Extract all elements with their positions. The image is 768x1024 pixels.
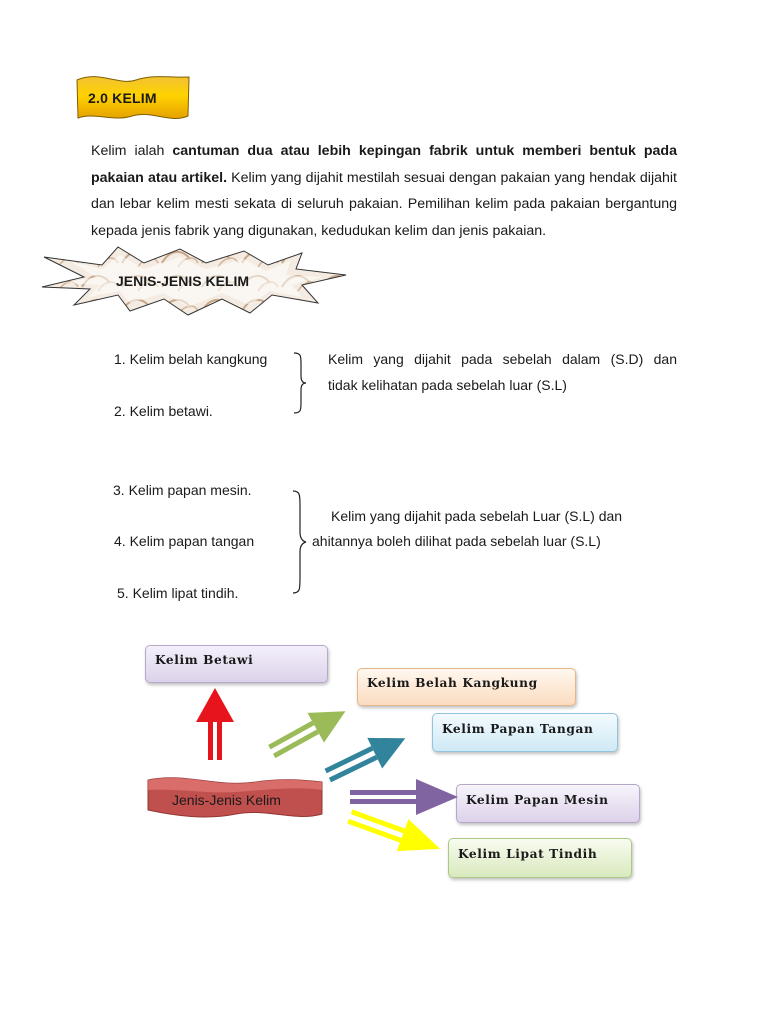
box-kelim-papan-mesin: Kelim Papan Mesin: [456, 784, 640, 823]
box-kelim-belah-kangkung: Kelim Belah Kangkung: [357, 668, 576, 706]
types-heading: JENIS-JENIS KELIM: [116, 273, 250, 289]
group2-description-line2: ahitannya boleh dilihat pada sebelah luar (S.L): [312, 533, 601, 549]
list-item: 2. Kelim betawi.: [114, 403, 213, 419]
list-item: 5. Kelim lipat tindih.: [117, 585, 239, 601]
brace-icon: [292, 352, 308, 414]
list-item: 4. Kelim papan tangan: [114, 533, 255, 549]
box-kelim-papan-tangan: Kelim Papan Tangan: [432, 713, 618, 752]
group1-description-line1: Kelim yang dijahit pada sebelah dalam (S.D) dan: [328, 351, 677, 367]
arrow-teal-icon: [322, 734, 412, 782]
group2-description-line1: Kelim yang dijahit pada sebelah Luar (S.L) dan: [331, 508, 623, 524]
section-title: 2.0 KELIM: [88, 90, 157, 106]
group1-description-line2: tidak kelihatan pada sebelah luar (S.L): [328, 377, 567, 393]
diagram-center-label: Jenis-Jenis Kelim: [172, 792, 281, 808]
box-kelim-betawi: Kelim Betawi: [145, 645, 328, 683]
intro-paragraph: Kelim ialah cantuman dua atau lebih kepingan fabrik untuk memberi bentuk pada pakaian atau artikel. Kelim yang dijahit mestilah sesuai dengan pakaian yang hendak dijahit dan lebar kelim mesti sekata di seluruh pakaian. Pemilihan kelim pada pakaian bergantung kepada jenis fabrik yang digunakan, kedudukan kelim dan jenis pakaian.: [91, 143, 677, 239]
arrow-yellow-icon: [346, 808, 448, 858]
brace-icon: [291, 490, 309, 594]
list-item: 1. Kelim belah kangkung: [114, 351, 268, 367]
box-kelim-lipat-tindih: Kelim Lipat Tindih: [448, 838, 632, 878]
arrow-up-icon: [195, 688, 235, 760]
list-item: 3. Kelim papan mesin.: [113, 482, 252, 498]
